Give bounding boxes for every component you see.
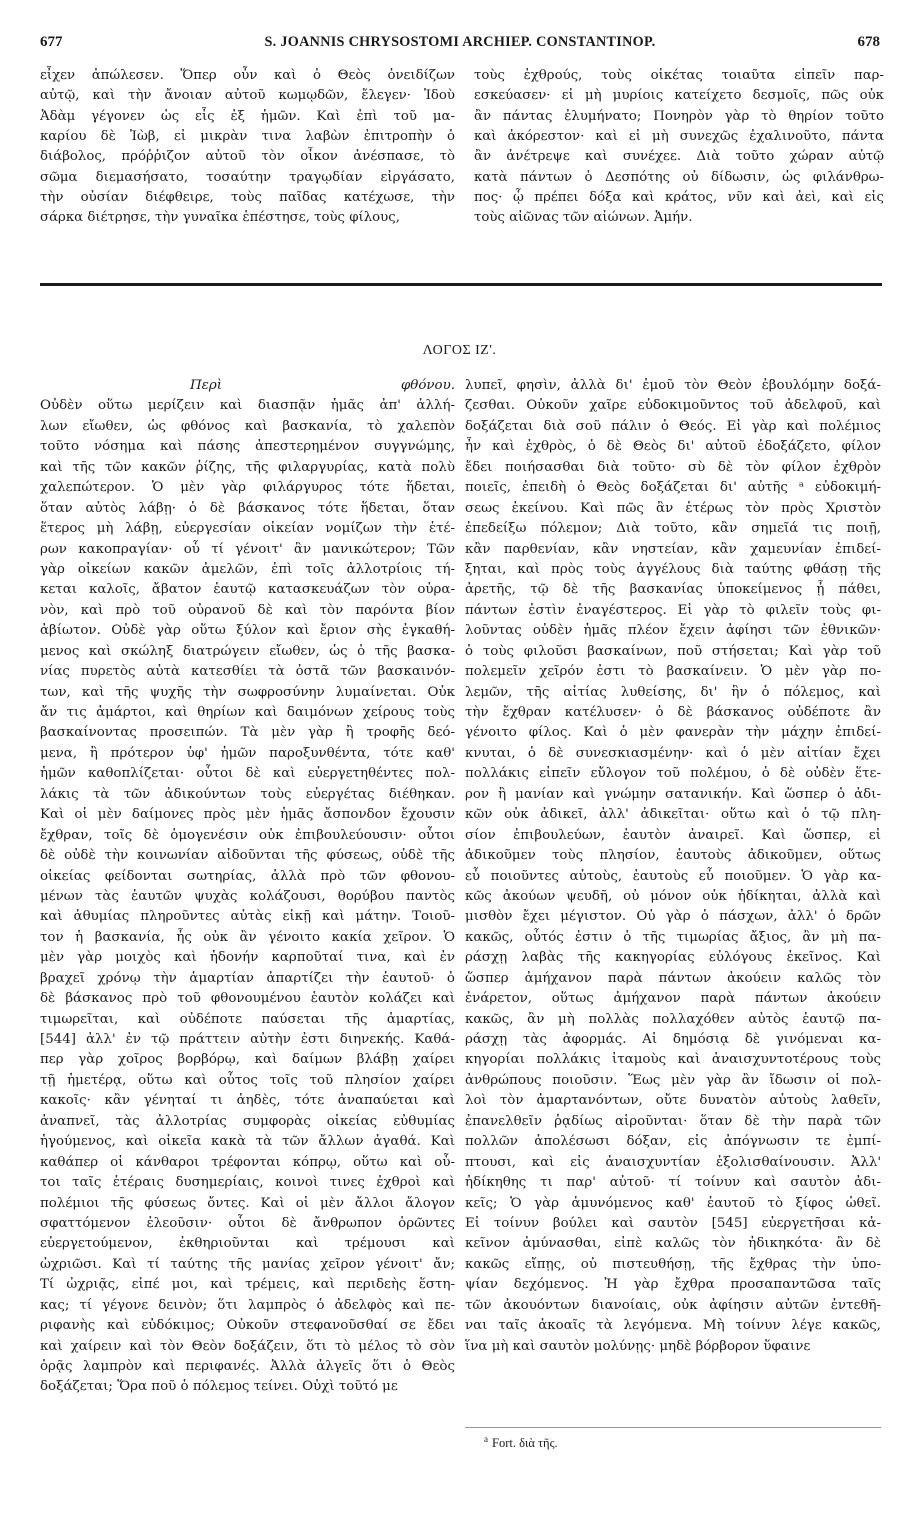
text-line: κας; τί γέγονε δεινὸν; ὅτι λαμπρὸς ὁ ἀδελφὸς καὶ πε- bbox=[40, 1297, 455, 1313]
text-line: ράσχῃ τὰς ἀφορμάς. Αἱ δημόσιᾳ δὲ γινόμεναι κα- bbox=[465, 1032, 881, 1047]
text-line: ἦν καὶ ἐχθρὸς, ὁ δὲ Θεὸς δι' αὐτοῦ ἐδοξάζετο, φίλον bbox=[465, 439, 881, 455]
footnote-marker: a bbox=[484, 1434, 488, 1444]
text-line: ριφανὴς καὶ εὐδόκιμος; Οὐκοῦν στεφανοῦσθαί σε ἔδει bbox=[40, 1318, 455, 1334]
text-line: εὖ ποιοῦντες αὐτοὺς, ἑαυτοὺς εὖ ποιοῦμεν. Ὁ γὰρ κα- bbox=[465, 868, 881, 884]
text-line: σίον ἐπιβουλεύων, ἑαυτὸν ἀναιρεῖ. Καὶ ὥσπερ, εἰ bbox=[465, 827, 881, 843]
text-line: ρων κακοπραγίαν· οὗ τί γένοιτ' ἂν μανικώτερον; Τῶν bbox=[40, 541, 455, 557]
text-line: γὰρ οἰκείων κακῶν ἀμελῶν, ἐπὶ τοῖς ἀλλοτρίοις τή- bbox=[40, 561, 455, 577]
text-line: σφαττόμενον ἐλεοῦσιν· οὗτοι δὲ ἄνθρωπον ὁρῶντες bbox=[40, 1215, 455, 1231]
text-line: λοὶ τὸν ἁμαρτανόντων, οὔτε δυνατὸν αὐτοὺς λαθεῖν, bbox=[465, 1093, 881, 1109]
text-line: πολέμιοι τῆς φύσεως ὄντες. Καὶ οἱ μὲν ἄλλοι ἄλογον bbox=[40, 1195, 455, 1211]
main-right-column bbox=[465, 376, 881, 1357]
running-title: S. JOANNIS CHRYSOSTOMI ARCHIEP. CONSTANTINOP. bbox=[264, 34, 656, 50]
text-line: ψίαν δεχόμενος. Ἡ γὰρ ἔχθρα προσαπαντῶσα ταῖς bbox=[465, 1277, 881, 1293]
text-line: ἠδίκηθης τι παρ' αὐτοῦ· τί τοίνυν καὶ σαυτὸν ἀδι- bbox=[465, 1175, 881, 1191]
section-heading: ΛΟΓΟΣ ΙΖ'. bbox=[422, 343, 497, 358]
text-line: ἂν ἀνέτρεψε καὶ συνέχεε. Διὰ τοῦτο χώραν αὐτῷ bbox=[474, 149, 884, 165]
running-header bbox=[40, 34, 880, 56]
text-line: ἂν πάντας ἐλυμήνατο; Πονηρὸν γὰρ τὸ θηρίον τοῦτο bbox=[474, 108, 884, 124]
text-line: κνυται, ὁ δὲ συνεσκιασμένην· καὶ ὁ μὲν αἰτίαν ἔχει bbox=[465, 745, 881, 761]
text-line: δὲ βάσκανος πρὸ τοῦ φθονουμένου ἑαυτὸν κολάζει καὶ bbox=[40, 991, 455, 1007]
top-left-column bbox=[40, 66, 455, 229]
text-line: περ γὰρ χοῖρος βορβόρῳ, καὶ δαίμων βλάβῃ χαίρει bbox=[40, 1052, 455, 1068]
text-line: καθάπερ οἱ κάνθαροι τρέφονται κόπρῳ, οὕτω καὶ οὗ- bbox=[40, 1154, 455, 1170]
text-line: αὐτῷ, καὶ τὴν ἄνοιαν αὐτοῦ κωμῳδῶν, ἔλεγεν· Ἰδοὺ bbox=[40, 88, 455, 104]
text-line: βασκαίνοντας προσειπών. Τὰ μὲν γὰρ ἢ τροφῆς δεό- bbox=[40, 725, 455, 741]
text-line: κεῖνον ἀμύνασθαι, εἰπὲ καλῶς τὸν ἠδικηκότα· ἂν δὲ bbox=[465, 1236, 881, 1252]
text-line: ὁ τοὺς φιλοῦσι βασκαίνων, ποῦ στήσεται; Καὶ γὰρ τοῦ bbox=[465, 643, 881, 659]
text-line: κακοῖς· κἂν γένηταί τι ἀηδὲς, τότε ἀναπαύεται καὶ bbox=[40, 1093, 455, 1109]
text-line: ἀνθρώπους ποιοῦσιν. Ἕως μὲν γὰρ ἂν ἴδωσιν οἱ πολ- bbox=[465, 1072, 881, 1088]
text-line: λεμῶν, τῆς αἰτίας λυθείσης, δι' ἣν ὁ πόλεμος, καὶ bbox=[465, 684, 881, 700]
text-line: ναι ταῖς ἀκοαῖς τὰ λεγόμενα. Μὴ τοίνυν λέγε κακῶς, bbox=[465, 1318, 881, 1334]
text-line: λων εἴωθεν, ὡς φθόνος καὶ βασκανία, τὸ χαλεπὸν bbox=[40, 418, 455, 434]
text-line: νὸν, καὶ πρὸ τοῦ οὐρανοῦ δὲ καὶ τὸν παρόντα βίον bbox=[40, 602, 455, 618]
text-line: σεως ἐκείνου. Καὶ πῶς ἂν ἑτέρως τὸν πρὸς Χριστὸν bbox=[465, 500, 881, 516]
text-line: λυπεῖ, φησὶν, ἀλλὰ δι' ἐμοῦ τὸν Θεὸν ἐβουλόμην δοξά- bbox=[465, 378, 881, 393]
text-line: καὶ χαίρειν καὶ τὸν Θεὸν δοξάζειν, ὅτι τὸ μέλος τὸ σὸν bbox=[40, 1338, 455, 1354]
text-line: ἡγούμενος, καὶ οἰκεῖα κακὰ τὰ τῶν ἄλλων ἀγαθά. Καὶ bbox=[40, 1134, 455, 1150]
text-line: κῶν οὐκ ἀδικεῖ, ἀλλ' ἀδικεῖται· οὕτω καὶ ὁ τῷ πλη- bbox=[465, 807, 881, 823]
text-line: ἄν τις ἁμάρτοι, καὶ θηρίων καὶ δαιμόνων χείρους τοὺς bbox=[40, 705, 455, 720]
text-line: εἶχεν ἀπώλεσεν. Ὅπερ οὖν καὶ ὁ Θεὸς ὀνειδίζων bbox=[40, 68, 455, 83]
text-line: μισθὸν ἔχει μέγιστον. Οὐ γὰρ ὁ πάσχων, ἀλλ' ὁ δρῶν bbox=[465, 909, 881, 925]
text-line: λοῦντας οὐδὲν ἡμᾶς πλέον ἔχειν ἀφίησι τῶν ἐθνικῶν· bbox=[465, 623, 881, 639]
text-line: τῇ ἡμετέρᾳ, οὕτω καὶ οὗτος τοῖς τοῦ πλησίον χαίρει bbox=[40, 1072, 455, 1088]
text-line: πάντων ἐστὶν ἐναγέστερος. Εἰ γὰρ τὸ φιλεῖν τοὺς φι- bbox=[465, 602, 881, 618]
text-line: τὴν ἔχθραν κατέλυσεν· ὁ δὲ βάσκανος οὐδέποτε ἂν bbox=[465, 705, 881, 720]
text-line: τῶν ἀκουόντων διανοίαις, οὐκ ἀφίησιν αὐτῶν ἐντεθῆ- bbox=[465, 1297, 881, 1313]
text-line: νίας πυρετὸς αὐτὰ κατεσθίει τὰ ὀστᾶ τῶν βασκαινόν- bbox=[40, 664, 455, 680]
section-subtitle: Περὶ φθόνου. bbox=[190, 378, 455, 393]
text-line: κακῶς εἴπῃς, οὐ πιστευθήσῃ, τῆς ἔχθρας τὴν ὑπο- bbox=[465, 1256, 881, 1272]
text-line: τοι ταῖς ἑτέραις δυσημερίαις, κοινοὶ τινες ἐχθροὶ καὶ bbox=[40, 1175, 455, 1191]
text-line: πολλάκις εἰπεῖν εὔλογον τοῦ πολέμου, ὁ δὲ οὐδὲν ἕτε- bbox=[465, 766, 881, 782]
text-line: Οὐδὲν οὕτω μερίζειν καὶ διασπᾷν ἡμᾶς ἀπ' ἀλλή- bbox=[40, 398, 455, 414]
text-line: ἔχθραν, τοῖς δὲ ὁμογενέσιν οὐκ ἐπιβουλεύουσιν· οὗτοι bbox=[40, 827, 455, 843]
top-right-column bbox=[474, 66, 884, 229]
text-line: καὶ ἀκόρεστον· καὶ εἰ μὴ συνεχῶς ἐχαλινοῦτο, πάντα bbox=[474, 128, 884, 144]
text-line: σάρκα διέτρησε, τὴν γυναῖκα ἐπέστησε, τοὺς φίλους, bbox=[40, 210, 400, 226]
text-line: ἀβίωτον. Οὐδὲ γὰρ οὕτω ξύλον καὶ ἔριον σὴς ἐγκαθή- bbox=[40, 623, 455, 639]
text-line: πολλῶν ἀπολέσωσι δόξαν, εἰς ἀπόγνωσιν τε ἐμπί- bbox=[465, 1134, 881, 1150]
text-line: κακῶς, ἂν μὴ πολλὰς πολλαχόθεν αὐτὸς ἑαυτῷ πα- bbox=[465, 1011, 881, 1027]
text-line: των, καὶ τῆς ψυχῆς τὴν σωφροσύνην λυμαίνεται. Οὐκ bbox=[40, 684, 455, 700]
text-line: ζεσθαι. Οὐκοῦν χαῖρε εὐδοκιμοῦντος τοῦ ἀδελφοῦ, καὶ bbox=[465, 398, 881, 414]
text-line: εὐεργετούμενον, ἐκθηριοῦνται καὶ τρέμουσι καὶ bbox=[40, 1236, 455, 1252]
text-line: μὲν γὰρ μοιχὸς καὶ ἡδονήν καρποῦταί τινα, καὶ ἐν bbox=[40, 950, 455, 966]
text-line: Εἰ τοίνυν βούλει καὶ σαυτὸν [545] εὐεργετῆσαι κἀ- bbox=[465, 1215, 881, 1231]
text-line: κεῖς; Ὁ γὰρ ἀμυνόμενος καθ' ἑαυτοῦ τὸ ξίφος ὠθεῖ. bbox=[465, 1195, 881, 1211]
text-line: δοξάζεται; Ὅρα ποῦ ὁ πόλεμος τείνει. Οὐχὶ τοῦτό με bbox=[40, 1379, 398, 1395]
footnote bbox=[484, 1434, 558, 1451]
text-line: κῶς ἀκούων ψευδῆ, οὐ μόνον οὐκ ἠδίκηται, ἀλλὰ καὶ bbox=[465, 888, 881, 904]
text-line: τον ἡ βασκανία, ἧς οὐκ ἂν γένοιτο κακία χεῖρον. Ὁ bbox=[40, 929, 455, 945]
text-line: ἡμῶν καθοπλίζεται· οὗτοι δὲ καὶ εὐεργετηθέντες πολ- bbox=[40, 766, 455, 782]
text-line: πολεμεῖν χεῖρόν ἐστι τὸ βασκαίνειν. Ὁ μὲν γὰρ πο- bbox=[465, 664, 881, 680]
text-line: μενα, ἢ πρότερον ὑφ' ἡμῶν παροξυνθέντα, τότε καθ' bbox=[40, 745, 455, 761]
section-divider bbox=[40, 283, 882, 286]
text-line: κηγορίαι πολλάκις ἰταμοὺς καὶ ἀναισχυντοτέρους τοὺς bbox=[465, 1052, 881, 1068]
text-line: ἐνάρετον, οὕτως ἀμήχανον παρὰ πάντων ἀκούειν bbox=[465, 991, 881, 1007]
footnote-text: Fort. διὰ τῆς. bbox=[492, 1436, 558, 1451]
page-number-right: 678 bbox=[857, 34, 880, 50]
text-line: μενος καὶ σκώληξ διατρώγειν εἴωθεν, ὡς ὁ τῆς βασκα- bbox=[40, 643, 455, 659]
text-line: ἀδικοῦμεν τοὺς πλησίον, ἑαυτοὺς ἀδικοῦμεν, οὕτως bbox=[465, 848, 881, 864]
text-line: λάκις τὰ τῶν ἀδικούντων τοὺς εὐεργέτας διέθηκαν. bbox=[40, 786, 455, 802]
text-line: γένοιτο φίλος. Καὶ ὁ μὲν φανερὰν τὴν μάχην ἐπιδεί- bbox=[465, 725, 881, 741]
text-line: ὁρᾷς λαμπρὸν καὶ περιφανές. Ἀλλὰ ἀλγεῖς ὅτι ὁ Θεὸς bbox=[40, 1359, 455, 1374]
text-line: ἀναπνεῖ, τὰς ἀλλοτρίας συμφορὰς οἰκείας εὐθυμίας bbox=[40, 1113, 455, 1129]
text-line: ὥσπερ ἀμήχανον παρὰ πάντων ἀκούειν καλῶς τὸν bbox=[465, 970, 881, 986]
text-line: Τί ὠχριᾷς, εἰπέ μοι, καὶ τρέμεις, καὶ περιδεὴς ἕστη- bbox=[40, 1277, 455, 1293]
text-line: κεται καλοῖς, ἄβατον ἑαυτῷ κατασκευάζων τὸν οὐρα- bbox=[40, 582, 455, 598]
text-line: ἕτερος μὴ λάβῃ, εὐεργεσίαν οἰκείαν νομίζων τὴν ἑτέ- bbox=[40, 521, 455, 537]
text-line: χαλεπώτερον. Ὁ μὲν γὰρ φιλάργυρος τότε ἥδεται, bbox=[40, 480, 455, 496]
text-line: κἂν παρθενίαν, κἂν νηστείαν, κἂν χαμευνίαν ἐπιδεί- bbox=[465, 541, 881, 557]
text-line: εσκεύασεν· εἰ μὴ μυρίοις κατείχετο δεσμοῖς, πῶς οὐκ bbox=[474, 88, 884, 104]
text-line: μένων τὰς ἑαυτῶν ψυχὰς κολάζουσι, θορύβου παντὸς bbox=[40, 888, 455, 904]
text-line: ρον ἢ μανίαν καὶ γνώμην σατανικήν. Καὶ ὥσπερ ὁ ἀδι- bbox=[465, 786, 881, 802]
text-line: τιμωρεῖται, καὶ οὐδέποτε παύσεται τῆς ἁμαρτίας, bbox=[40, 1011, 455, 1027]
text-line: τὴν οὐσίαν διέφθειρε, τοὺς παῖδας κατέχωσε, τὴν bbox=[40, 189, 455, 205]
text-line: ξηται, καὶ πρὸς τοὺς ἀγγέλους διὰ ταύτης φθάσῃ τῆς bbox=[465, 561, 881, 577]
text-line: ἐπεδείξω πόλεμον; Διὰ τοῦτο, κἂν σημεῖά τις ποιῇ, bbox=[465, 521, 881, 537]
text-line: ὠχριῶσι. Καὶ τί ταύτης τῆς μανίας χεῖρον γένοιτ' ἄν; bbox=[40, 1256, 455, 1272]
text-line: ἐπανελθεῖν ῥᾳδίως αἱροῦνται· ὅταν δὲ τὴν παρὰ τῶν bbox=[465, 1113, 881, 1129]
text-line: Καὶ οἱ μὲν δαίμονες πρὸς μὲν ἡμᾶς ἄσπονδον ἔχουσιν bbox=[40, 807, 455, 823]
text-line: Ἀδὰμ γέγονεν ὡς εἷς ἐξ ἡμῶν. Καὶ ἐπὶ τοῦ μα- bbox=[40, 108, 455, 124]
text-line: ἵνα μὴ καὶ σαυτὸν μολύνῃς· μηδὲ βόρβορον ὕφαινε bbox=[465, 1338, 811, 1354]
text-line: καὶ τῆς τῶν κακῶν ῥίζης, τῆς φιλαργυρίας, κατὰ πολὺ bbox=[40, 459, 455, 475]
text-line: ἀρετῆς, τῷ δὲ τῆς βασκανίας ὑποκείμενος ᾖ πάθει, bbox=[465, 582, 881, 598]
text-line: οἰκείας φείδονται σωτηρίας, ἀλλὰ πρὸ τῶν φθονου- bbox=[40, 868, 455, 884]
text-line: πτουσι, καὶ εἰς ἀναισχυντίαν ἐξολισθαίνουσιν. Ἀλλ' bbox=[465, 1154, 881, 1170]
text-line: τοὺς αἰῶνας τῶν αἰώνων. Ἀμήν. bbox=[474, 210, 693, 226]
text-line: δοξάζεται διὰ σοῦ πάλιν ὁ Θεός. Εἰ γὰρ καὶ πολέμιος bbox=[465, 418, 881, 434]
text-line: [544] ἀλλ' ἐν τῷ πράττειν αὐτὴν ἐστι διηνεκής. Καθά- bbox=[40, 1032, 455, 1047]
text-line: κατὰ πάντων ὁ Δεσπότης οὐ δίδωσιν, ὡς φιλάνθρω- bbox=[474, 169, 884, 185]
text-line: ράσχῃ λαβὰς τῆς κακηγορίας εὐλόγους ἐκεῖνος. Καὶ bbox=[465, 950, 881, 966]
text-line: δὲ οὐδὲ τὴν κοινωνίαν αἰδοῦνται τῆς φύσεως, οὐδὲ τῆς bbox=[40, 848, 455, 864]
text-line: διάβολος, πρόῤῥιζον αὐτοῦ τὸν οἶκον ἀνέσπασε, τὸ bbox=[40, 149, 455, 165]
text-line: καρίου δὲ Ἰὼβ, εἰ μικρὰν τινα λαβὼν ἐπιτροπὴν ὁ bbox=[40, 128, 455, 144]
text-line: κακῶς, οὗτός ἐστιν ὁ τῆς τιμωρίας ἄξιος, ἂν μὴ πα- bbox=[465, 929, 881, 945]
text-line: καὶ ἀθυμίας πληροῦντες αὐτὰς εἰκῇ καὶ μάτην. Τοιοῦ- bbox=[40, 909, 455, 925]
text-line: ὅταν αὐτὸς λάβῃ· ὁ δὲ βάσκανος τότε ἥδεται, ὅταν bbox=[40, 500, 455, 516]
text-line: πος· ᾧ πρέπει δόξα καὶ κράτος, νῦν καὶ ἀεὶ, καὶ εἰς bbox=[474, 189, 884, 205]
text-line: τοὺς ἐχθρούς, τοὺς οἰκέτας τοιαῦτα εἰπεῖν παρ- bbox=[474, 68, 884, 83]
footnote-divider bbox=[465, 1427, 881, 1428]
text-line: τοῦτο νόσημα καὶ πάσης ἀπεστερημένον συγγνώμης, bbox=[40, 439, 455, 455]
main-left-column bbox=[40, 376, 455, 1398]
text-line: βραχεῖ χρόνῳ τὴν ἁμαρτίαν ἀπαρτίζει τὴν ἑαυτοῦ· ὁ bbox=[40, 970, 455, 986]
text-line: ποιεῖς, ἐπειδὴ ὁ Θεὸς δοξάζεται δι' αὐτῆς ᵃ εὐδοκιμή- bbox=[465, 480, 881, 496]
text-line: ἔδει ποιήσασθαι διὰ τοῦτο· σὺ δὲ τὸν φίλον ἐχθρὸν bbox=[465, 459, 881, 475]
text-line: σῶμα διεμασήσατο, τοσαύτην τραγῳδίαν εἰργάσατο, bbox=[40, 169, 455, 185]
page-number-left: 677 bbox=[40, 34, 63, 50]
